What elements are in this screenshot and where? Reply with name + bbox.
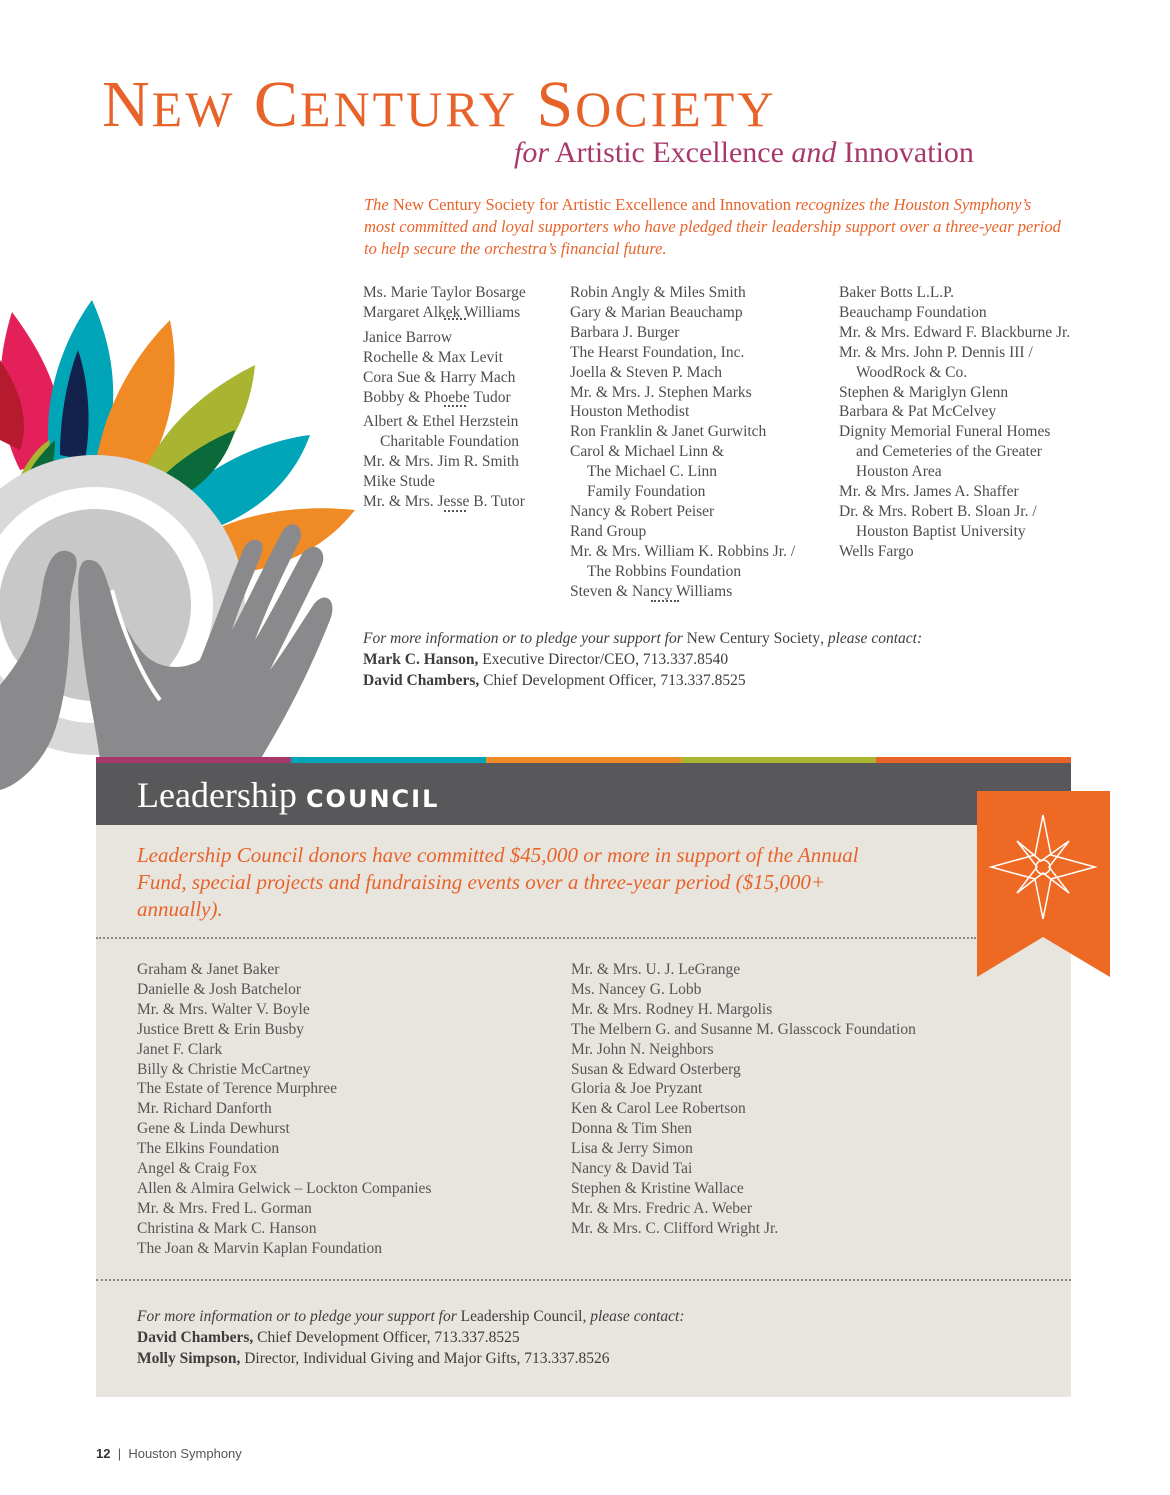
donor-name: Charitable Foundation <box>380 433 520 451</box>
donor-name: Susan & Edward Osterberg <box>571 1060 741 1078</box>
donor-name: Rand Group <box>570 522 647 540</box>
donor-name: Mr. & Mrs. Edward F. Blackburne Jr. <box>839 323 1071 341</box>
donor-name: Mr. & Mrs. Rodney H. Margolis <box>571 1000 773 1018</box>
contact-role: Chief Development Officer, 713.337.8525 <box>479 672 746 689</box>
donor-name: Family Foundation <box>587 483 706 501</box>
donor-name: The Melbern G. and Susanne M. Glasscock Foundation <box>571 1020 916 1038</box>
divider <box>444 318 466 320</box>
flower-hands-illustration <box>0 290 360 800</box>
ncs-column-3 <box>839 283 1070 562</box>
donor-name: Mr. & Mrs. Fred L. Gorman <box>137 1199 312 1217</box>
donor-name: Margaret Alkek Williams <box>363 303 521 321</box>
title-letter: S <box>536 68 576 141</box>
donor-name: Danielle & Josh Batchelor <box>137 980 301 998</box>
page-number: 12 <box>96 1446 111 1461</box>
donor-name: Janice Barrow <box>363 328 453 346</box>
donor-name: Carol & Michael Linn & <box>570 443 725 461</box>
contact-role: Executive Director/CEO, 713.337.8540 <box>478 651 729 668</box>
donor-name: Houston Methodist <box>570 403 690 421</box>
divider <box>444 510 466 512</box>
donor-name: Wells Fargo <box>839 542 914 560</box>
donor-name: Mr. & Mrs. Jim R. Smith <box>363 453 519 471</box>
contact-tail: , please contact: <box>582 1308 685 1325</box>
page-title <box>102 68 777 141</box>
donor-name: The Robbins Foundation <box>587 562 742 580</box>
ncs-contact <box>363 628 922 691</box>
donor-name: Gloria & Joe Pryzant <box>571 1080 703 1098</box>
donor-name: Joella & Steven P. Mach <box>570 363 722 381</box>
contact-name: Mark C. Hanson, <box>363 651 479 668</box>
title-small-caps: OCIETY <box>575 81 777 137</box>
donor-name: Nancy & Robert Peiser <box>570 502 715 520</box>
donor-name: The Joan & Marvin Kaplan Foundation <box>137 1239 382 1257</box>
contact-lead: For more information or to pledge your support for <box>363 630 683 647</box>
leadership-title-word: Leadership <box>137 775 306 815</box>
donor-name: Mr. & Mrs. C. Clifford Wright Jr. <box>571 1219 779 1237</box>
intro-the: The <box>364 195 389 214</box>
donor-name: Mr. & Mrs. James A. Shaffer <box>839 483 1019 501</box>
donor-name: Mr. & Mrs. John P. Dennis III / <box>839 343 1033 361</box>
subtitle-for: for <box>514 136 550 169</box>
donor-name: Angel & Craig Fox <box>137 1160 258 1178</box>
contact-lead: For more information or to pledge your support for <box>137 1308 457 1325</box>
donor-name: Graham & Janet Baker <box>137 961 280 978</box>
donor-name: Stephen & Mariglyn Glenn <box>839 383 1009 401</box>
donor-name: Mr. & Mrs. J. Stephen Marks <box>570 383 752 401</box>
donor-name: Gene & Linda Dewhurst <box>137 1120 290 1138</box>
subtitle-and: and <box>791 136 837 169</box>
leadership-contact <box>137 1306 684 1369</box>
compass-ribbon-icon <box>977 791 1110 977</box>
donor-name: Mr. & Mrs. Fredric A. Weber <box>571 1199 752 1217</box>
divider <box>651 600 679 602</box>
contact-program: Leadership Council <box>456 1308 583 1325</box>
footer-org: Houston Symphony <box>128 1446 242 1461</box>
title-letter: C <box>253 68 300 141</box>
contact-name: David Chambers, <box>363 672 480 689</box>
donor-name: Rochelle & Max Levit <box>363 348 503 366</box>
donor-name: Steven & Nancy Williams <box>570 582 733 600</box>
subtitle-end: Innovation <box>836 136 974 169</box>
donor-name: Barbara J. Burger <box>570 323 680 341</box>
donor-name: and Cemeteries of the Greater <box>856 443 1042 461</box>
contact-role: Director, Individual Giving and Major Gifts, 713.337.8526 <box>240 1350 610 1367</box>
leadership-column-2 <box>571 960 916 1239</box>
donor-name: The Michael C. Linn <box>587 463 717 481</box>
leadership-intro: Leadership Council donors have committed $45,000 or more in support of the Annual Fund, special projects and fundraising events over a three-year period ($15,000+ annually). <box>137 843 859 921</box>
title-small-caps: ENTURY <box>299 81 518 137</box>
donor-name: Robin Angly & Miles Smith <box>570 284 746 301</box>
donor-name: Justice Brett & Erin Busby <box>137 1020 305 1038</box>
donor-name: Albert & Ethel Herzstein <box>363 413 519 431</box>
donor-name: Mr. & Mrs. U. J. LeGrange <box>571 961 741 978</box>
donor-name: Mike Stude <box>363 473 435 491</box>
donor-name: Houston Baptist University <box>856 522 1026 540</box>
donor-name: Houston Area <box>856 463 942 481</box>
donor-name: Mr. & Mrs. Jesse B. Tutor <box>363 493 525 511</box>
title-letter: N <box>102 68 152 141</box>
donor-name: Barbara & Pat McCelvey <box>839 403 997 421</box>
donor-name: Bobby & Phoebe Tudor <box>363 388 511 406</box>
ncs-column-2 <box>570 283 795 602</box>
donor-name: WoodRock & Co. <box>856 363 968 381</box>
leadership-column-1 <box>137 960 431 1259</box>
donor-name: Beauchamp Foundation <box>839 303 987 321</box>
intro-name: New Century Society for Artistic Excellence and Innovation <box>388 195 796 214</box>
footer-separator: | <box>117 1446 122 1461</box>
leadership-title-caps: COUNCIL <box>305 785 440 813</box>
contact-tail: , please contact: <box>820 630 923 647</box>
donor-name: The Estate of Terence Murphree <box>137 1080 338 1098</box>
donor-name: Ken & Carol Lee Robertson <box>571 1100 746 1118</box>
donor-name: Mr. John N. Neighbors <box>571 1040 714 1058</box>
divider <box>96 1279 1071 1281</box>
donor-name: Allen & Almira Gelwick – Lockton Companies <box>137 1179 432 1197</box>
donor-name: Janet F. Clark <box>137 1040 223 1058</box>
contact-name: David Chambers, <box>137 1329 254 1346</box>
ncs-intro <box>364 194 1064 260</box>
donor-name: The Hearst Foundation, Inc. <box>570 343 745 361</box>
page-footer <box>96 1446 242 1461</box>
divider <box>96 937 976 939</box>
subtitle-mid: Artistic Excellence <box>549 136 792 169</box>
donor-name: Ron Franklin & Janet Gurwitch <box>570 423 767 441</box>
donor-name: Mr. Richard Danforth <box>137 1100 272 1118</box>
donor-name: The Elkins Foundation <box>137 1140 280 1158</box>
donor-name: Ms. Marie Taylor Bosarge <box>363 284 526 301</box>
donor-name: Cora Sue & Harry Mach <box>363 368 516 386</box>
donor-name: Baker Botts L.L.P. <box>839 284 954 301</box>
donor-name: Nancy & David Tai <box>571 1160 693 1178</box>
leadership-title <box>137 774 439 816</box>
contact-name: Molly Simpson, <box>137 1350 241 1367</box>
donor-name: Christina & Mark C. Hanson <box>137 1219 317 1237</box>
donor-name: Lisa & Jerry Simon <box>571 1140 693 1158</box>
divider <box>444 405 466 407</box>
donor-name: Dignity Memorial Funeral Homes <box>839 423 1051 441</box>
intro-rest: recognizes the Houston Symphony’s most committed and loyal supporters who have pledged their leadership support over a three-year period to help secure the orchestra’s financial future. <box>364 195 1061 258</box>
page-subtitle <box>514 136 974 170</box>
donor-name: Stephen & Kristine Wallace <box>571 1179 744 1197</box>
donor-name: Ms. Nancey G. Lobb <box>571 980 702 998</box>
contact-program: New Century Society <box>682 630 821 647</box>
donor-name: Mr. & Mrs. Walter V. Boyle <box>137 1000 310 1018</box>
donor-name: Billy & Christie McCartney <box>137 1060 311 1078</box>
title-small-caps: EW <box>151 81 236 137</box>
donor-name: Mr. & Mrs. William K. Robbins Jr. / <box>570 542 796 560</box>
donor-name: Dr. & Mrs. Robert B. Sloan Jr. / <box>839 502 1037 520</box>
donor-name: Donna & Tim Shen <box>571 1120 693 1138</box>
donor-name: Gary & Marian Beauchamp <box>570 303 743 321</box>
contact-role: Chief Development Officer, 713.337.8525 <box>253 1329 520 1346</box>
